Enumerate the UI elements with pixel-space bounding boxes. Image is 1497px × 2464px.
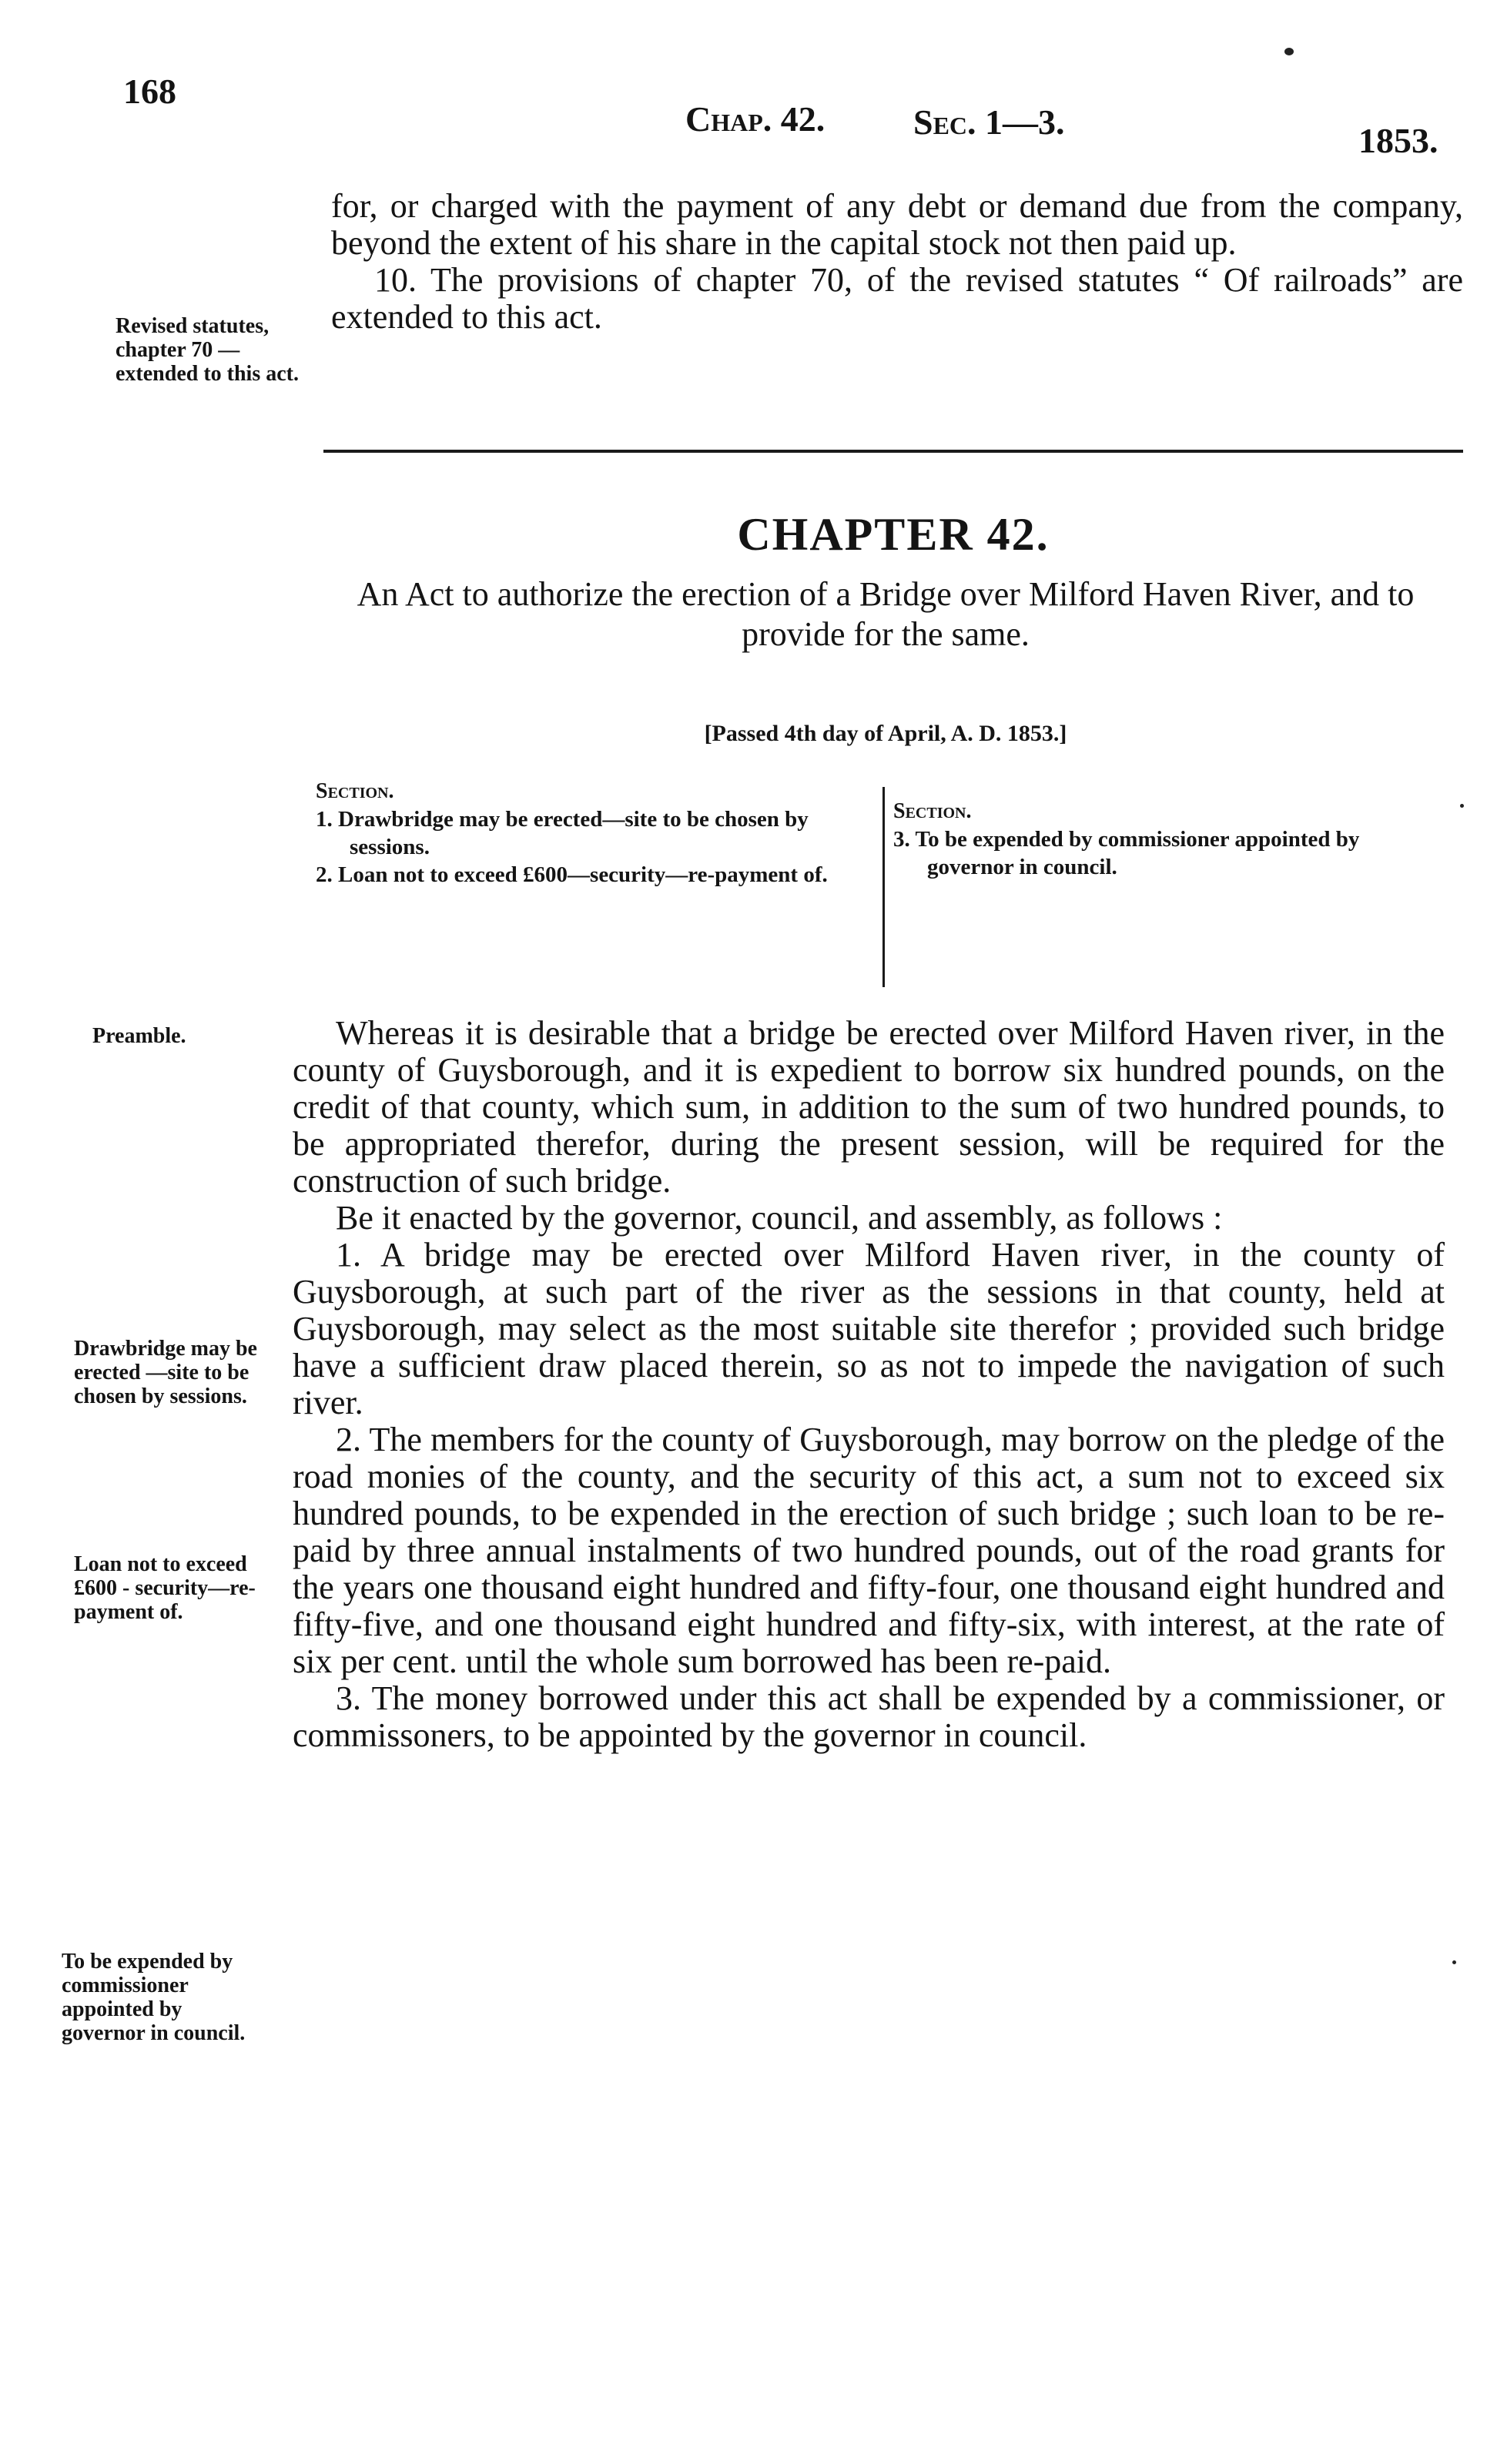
toc-item: 1. Drawbridge may be erected—site to be chosen by sessions.: [316, 807, 809, 859]
section-10-number: 10.: [374, 261, 417, 299]
toc-right: [893, 798, 1448, 881]
toc-section-label: Section.: [316, 779, 394, 803]
enacting-clause: Be it enacted by the governor, council, and assembly, as follows :: [336, 1199, 1223, 1237]
section-2-number: 2.: [336, 1421, 361, 1458]
chapter-divider: [323, 450, 1463, 453]
section-3: [293, 1680, 1445, 1754]
section-2-text: The members for the county of Guysborough, may borrow on the pledge of the road monies of the county, and the security of this act, a sum not to exceed six hundred pounds, to be expended in the erection of such bridge ; such loan to be re-paid by three annual instalments of two hundred pounds, out of the road grants for the years one thousand eight hundred and fifty-four, one thousand eight hundred and fifty-five, and one thousand eight hundred and fifty-six, with interest, at the rate of six per cent. until the whole sum borrowed has been re-paid.: [293, 1421, 1445, 1680]
section-ref: Sec. 1—3.: [913, 102, 1065, 142]
section-3-text: The money borrowed under this act shall be expended by a commissioner, or commissoners, to be appointed by the governor in council.: [293, 1679, 1445, 1754]
section-2: [293, 1421, 1445, 1680]
passed-date: [Passed 4th day of April, A. D. 1853.]: [704, 721, 1067, 746]
section-3-number: 3.: [336, 1679, 361, 1717]
section-1-text: A bridge may be erected over Milford Haven river, in the county of Guysborough, at such part of the river as the sessions in that county, held at Guysborough, may select as the most suitable site therefor ; provided such bridge have a sufficient draw placed therein, so as not to impede the navigation of such river.: [293, 1236, 1445, 1421]
toc-left: [316, 778, 870, 889]
preamble-paragraph: Whereas it is desirable that a bridge be erected over Milford Haven river, in the county of Guysborough, and it is expedient to borrow six hundred pounds, on the credit of that county, which sum, in addition to the sum of two hundred pounds, to be appropriated therefor, during the present session, will be required for the construction of such bridge.: [293, 1014, 1445, 1200]
ink-speck: [1460, 804, 1464, 808]
section-1: [293, 1237, 1445, 1421]
ink-speck: [1284, 48, 1294, 55]
page-year: 1853.: [1358, 121, 1438, 160]
margin-note-revised-statutes: Revised statutes, chapter 70 —extended to this act.: [116, 314, 299, 386]
toc-section-label: Section.: [893, 799, 972, 823]
continuation-paragraph: for, or charged with the payment of any debt or demand due from the company, beyond the extent of his share in the capital stock not then paid up.: [331, 187, 1463, 262]
act-body: [293, 1015, 1445, 1754]
ink-speck: [1452, 1960, 1456, 1964]
margin-note-preamble: Preamble.: [92, 1024, 186, 1048]
toc-item: 2. Loan not to exceed £600—security—re-payment of.: [316, 862, 828, 887]
section-10: [331, 262, 1463, 336]
continuation-text: [331, 188, 1463, 336]
section-1-number: 1.: [336, 1236, 361, 1274]
page-number: 168: [123, 72, 176, 111]
chapter-title: CHAPTER 42.: [737, 509, 1050, 560]
act-title: An Act to authorize the erection of a Bridge over Milford Haven River, and to provide for the same.: [357, 575, 1415, 653]
section-10-text: The provisions of chapter 70, of the revised statutes “ Of railroads” are extended to this act.: [331, 261, 1463, 336]
toc-item: 3. To be expended by commissioner appointed by governor in council.: [893, 827, 1360, 879]
chapter-ref: Chap. 42.: [685, 99, 826, 139]
margin-note-drawbridge: Drawbridge may be erected —site to be chosen by sessions.: [74, 1337, 257, 1408]
toc-column-divider: [882, 787, 885, 987]
margin-note-loan: Loan not to exceed £600 - security—re-payment of.: [74, 1552, 256, 1624]
margin-note-expended: To be expended by commissioner appointed by governor in council.: [62, 1950, 246, 2045]
